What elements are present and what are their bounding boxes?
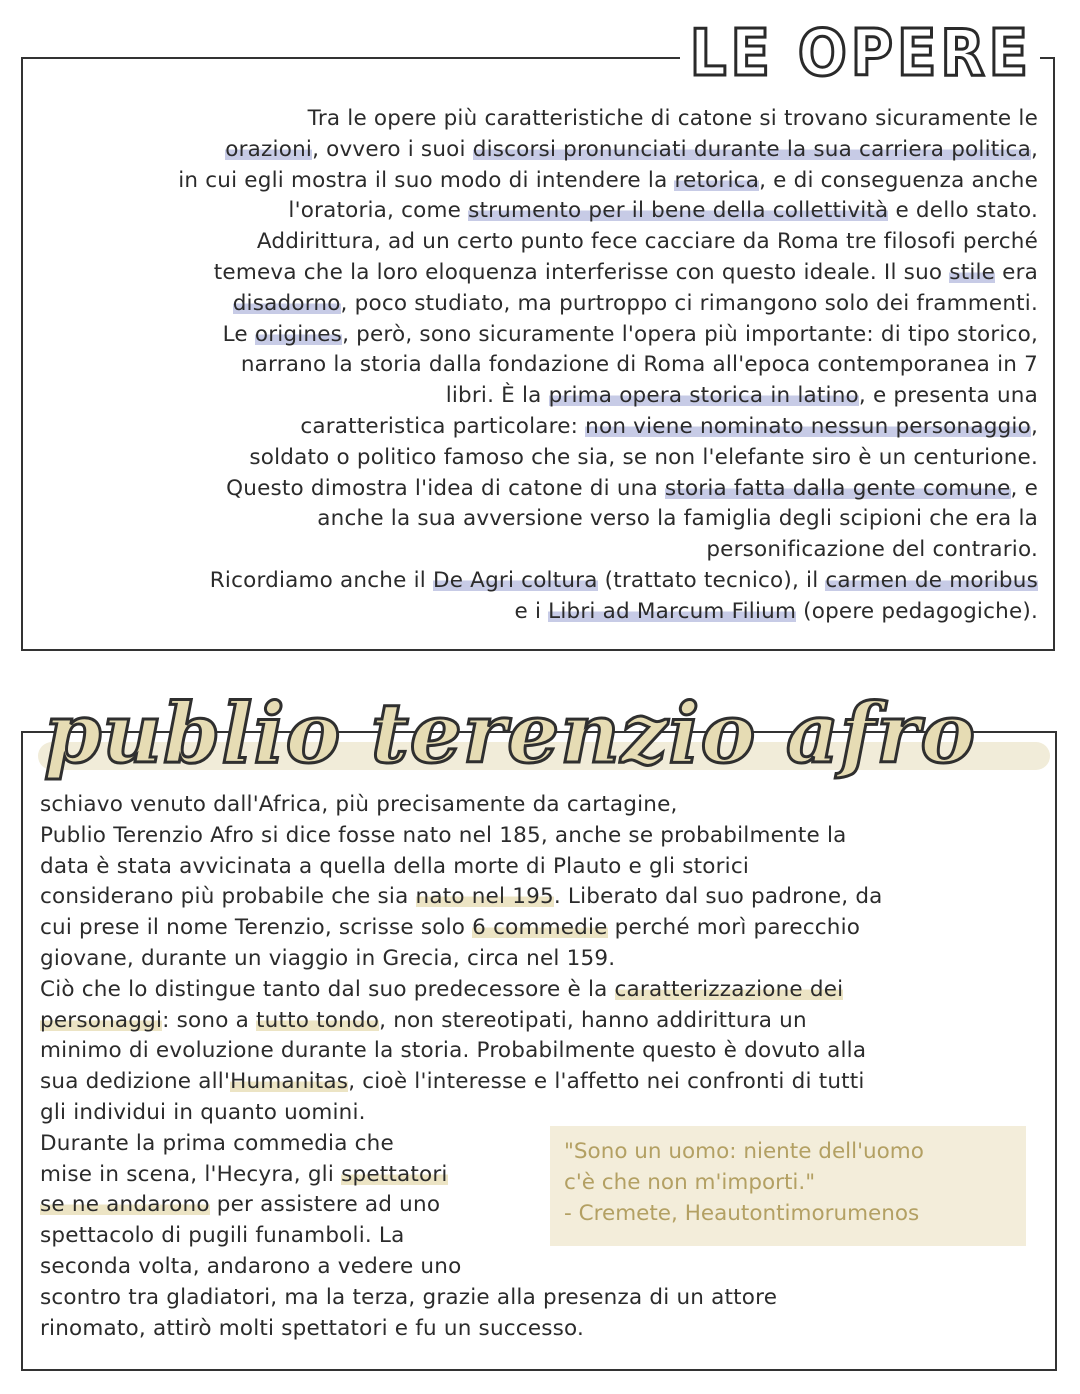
text-segment: : sono a [162, 1007, 256, 1033]
text-line [40, 1036, 1030, 1067]
text-line [44, 258, 1038, 289]
text-line [40, 790, 1030, 821]
text-line [44, 227, 1038, 258]
text-segment: soldato o politico famoso che sia, se non l'elefante siro è un centurione. [249, 444, 1038, 470]
text-line [40, 913, 1030, 944]
text-line [44, 166, 1038, 197]
text-line [44, 504, 1038, 535]
highlighted-text: De Agri coltura [432, 567, 598, 593]
text-segment: e dello stato. [888, 198, 1038, 224]
text-segment: narrano la storia dalla fondazione di Roma all'epoca contemporanea in 7 [240, 352, 1038, 378]
text-segment: , poco studiato, ma purtroppo ci rimangono solo dei frammenti. [340, 290, 1038, 316]
text-segment: cui prese il nome Terenzio, scrisse solo [40, 915, 473, 941]
text-segment: mise in scena, l'Hecyra, gli [40, 1161, 342, 1187]
text-line [40, 1067, 1030, 1098]
text-line [44, 104, 1038, 135]
text-line [44, 381, 1038, 412]
quote-line: c'è che non m'importi." [564, 1170, 816, 1195]
text-line [40, 975, 1030, 1006]
text-segment: Publio Terenzio Afro si dice fosse nato nel 185, anche se probabilmente la [40, 822, 847, 848]
text-segment: personificazione del contrario. [706, 537, 1038, 563]
highlighted-text: personaggi [40, 1007, 163, 1033]
text-line [40, 944, 1030, 975]
text-segment: , [1030, 136, 1038, 162]
terenzio-title: publio terenzio afro [44, 686, 977, 782]
text-segment: . Liberato dal suo padrone, da [553, 884, 883, 910]
highlighted-text: spettatori [341, 1161, 448, 1187]
text-segment: perché morì parecchio [607, 915, 861, 941]
text-segment: temeva che la loro eloquenza interferisse con questo ideale. Il suo [213, 259, 950, 285]
text-segment: Le [222, 321, 255, 347]
highlighted-text: prima opera storica in latino [548, 383, 859, 409]
text-line [44, 412, 1038, 443]
text-line [40, 882, 1030, 913]
text-segment: l'oratoria, come [288, 198, 469, 224]
quote-attribution: - Cremete, Heautontimorumenos [564, 1201, 920, 1226]
text-segment: , cioè l'interesse e l'affetto nei confronti di tutti [348, 1069, 865, 1095]
text-segment: libri. È la [445, 383, 549, 409]
highlighted-text: strumento per il bene della collettività [468, 198, 889, 224]
text-segment: minimo di evoluzione durante la storia. Probabilmente questo è dovuto alla [40, 1038, 867, 1064]
text-line [40, 1252, 1030, 1283]
text-line [44, 443, 1038, 474]
text-segment: (opere pedagogiche). [796, 598, 1038, 624]
text-line [44, 135, 1038, 166]
text-segment: Tra le opere più caratteristiche di catone si trovano sicuramente le [307, 106, 1038, 131]
terenzio-paragraph [40, 790, 1030, 1344]
text-line [40, 852, 1030, 883]
highlighted-text: tutto tondo [256, 1007, 380, 1033]
text-segment: , però, sono sicuramente l'opera più importante: di tipo storico, [342, 321, 1038, 347]
highlighted-text: caratterizzazione dei [614, 976, 844, 1002]
text-segment: spettacolo di pugili funamboli. La [40, 1223, 405, 1249]
text-segment: data è stata avvicinata a quella della morte di Plauto e gli storici [40, 853, 750, 879]
text-line [44, 320, 1038, 351]
highlighted-text: origines [254, 321, 343, 347]
highlighted-text: Humanitas [230, 1069, 349, 1095]
highlighted-text: orazioni [225, 136, 313, 162]
text-line [44, 474, 1038, 505]
highlighted-text: 6 commedie [472, 915, 608, 941]
quote-box [550, 1126, 1026, 1246]
text-line [40, 1006, 1030, 1037]
highlighted-text: disadorno [232, 290, 341, 316]
highlighted-text: se ne andarono [40, 1192, 210, 1218]
opere-title: LE OPERE [680, 14, 1040, 94]
text-segment: in cui egli mostra il suo modo di intendere la [178, 167, 675, 193]
text-segment: Durante la prima commedia che [40, 1130, 394, 1156]
text-segment: , ovvero i suoi [312, 136, 473, 162]
text-segment: anche la sua avversione verso la famiglia degli scipioni che era la [317, 506, 1038, 532]
text-line [40, 1283, 1030, 1314]
text-segment: schiavo venuto dall'Africa, più precisamente da cartagine, [40, 792, 678, 817]
highlighted-text: discorsi pronunciati durante la sua carriera politica [472, 136, 1031, 162]
highlighted-text: carmen de moribus [825, 567, 1038, 593]
text-segment: Ciò che lo distingue tanto dal suo predecessore è la [40, 976, 615, 1002]
text-segment: sua dedizione all' [40, 1069, 231, 1095]
text-segment: rinomato, attirò molti spettatori e fu un successo. [40, 1315, 585, 1341]
highlighted-text: stile [949, 259, 996, 285]
text-segment: Addirittura, ad un certo punto fece cacciare da Roma tre filosofi perché [256, 229, 1038, 255]
text-line [44, 289, 1038, 320]
text-segment: , [1030, 413, 1038, 439]
text-segment: era [995, 259, 1038, 285]
text-line [44, 597, 1038, 628]
highlighted-text: retorica [674, 167, 760, 193]
highlighted-text: nato nel 195 [415, 884, 554, 910]
text-segment: , e di conseguenza anche [759, 167, 1038, 193]
text-segment: considerano più probabile che sia [40, 884, 416, 910]
text-line [44, 566, 1038, 597]
text-line [44, 350, 1038, 381]
opere-paragraph [44, 104, 1038, 628]
text-segment: , e [1010, 475, 1038, 501]
text-segment: giovane, durante un viaggio in Grecia, circa nel 159. [40, 945, 616, 971]
text-segment: gli individui in quanto uomini. [40, 1099, 366, 1125]
text-line [44, 535, 1038, 566]
text-segment: (trattato tecnico), il [597, 567, 826, 593]
highlighted-text: Libri ad Marcum Filium [548, 598, 797, 624]
text-segment: caratteristica particolare: [300, 413, 586, 439]
highlighted-text: non viene nominato nessun personaggio [585, 413, 1031, 439]
text-segment: scontro tra gladiatori, ma la terza, grazie alla presenza di un attore [40, 1284, 778, 1310]
text-segment: e i [514, 598, 549, 624]
text-line [40, 1098, 1030, 1129]
text-segment: Ricordiamo anche il [209, 567, 433, 593]
text-segment: per assistere ad uno [209, 1192, 441, 1218]
text-segment: Questo dimostra l'idea di catone di una [226, 475, 665, 501]
highlighted-text: storia fatta dalla gente comune [664, 475, 1011, 501]
text-segment: , non stereotipati, hanno addirittura un [379, 1007, 807, 1033]
quote-line: "Sono un uomo: niente dell'uomo [564, 1139, 924, 1164]
text-line [40, 821, 1030, 852]
text-line [44, 196, 1038, 227]
text-segment: seconda volta, andarono a vedere uno [40, 1253, 462, 1279]
text-line [40, 1314, 1030, 1345]
text-segment: , e presenta una [858, 383, 1038, 409]
